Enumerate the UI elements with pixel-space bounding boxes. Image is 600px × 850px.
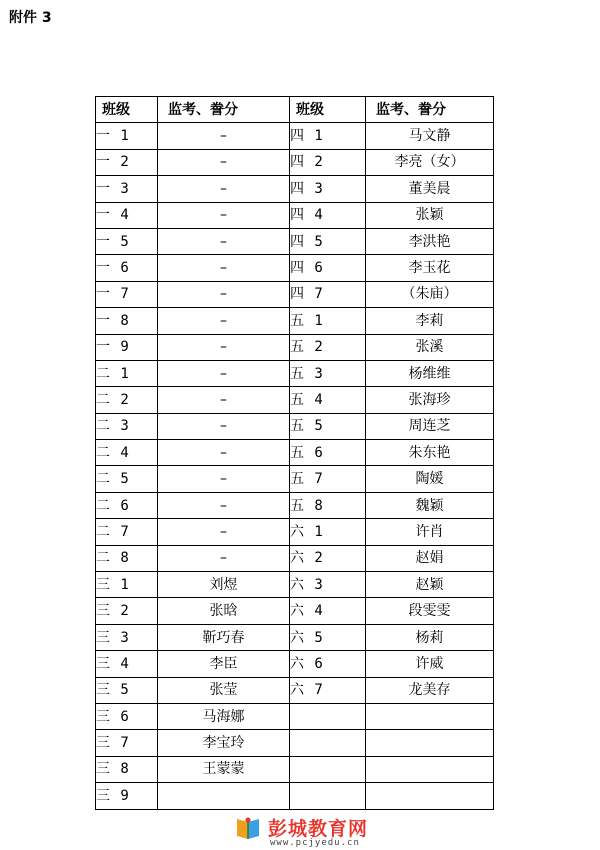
proctor-cell-left: – (158, 176, 290, 202)
proctor-cell-right: （朱庙） (366, 281, 494, 307)
class-cell-right: 五 7 (290, 466, 366, 492)
proctor-cell-left: 李宝玲 (158, 730, 290, 756)
table-row (96, 308, 494, 334)
class-cell-left: 二 7 (96, 519, 158, 545)
class-cell-left: 一 1 (96, 123, 158, 149)
class-cell-right: 四 4 (290, 202, 366, 228)
class-cell-right: 六 6 (290, 651, 366, 677)
proctor-cell-right (366, 783, 494, 809)
class-cell-right: 六 7 (290, 677, 366, 703)
proctor-cell-left: – (158, 281, 290, 307)
class-cell-right: 四 6 (290, 255, 366, 281)
open-book-icon (234, 816, 262, 842)
table-row (96, 519, 494, 545)
class-cell-right: 五 6 (290, 440, 366, 466)
class-cell-left: 三 3 (96, 624, 158, 650)
logo-name: 彭城教育网 (268, 818, 369, 840)
class-cell-left: 三 2 (96, 598, 158, 624)
table-row (96, 624, 494, 650)
proctor-cell-left: – (158, 255, 290, 281)
table-row (96, 281, 494, 307)
proctor-cell-right: 张海珍 (366, 387, 494, 413)
header-proctor-right: 监考、誊分 (366, 97, 494, 123)
proctor-cell-left: – (158, 334, 290, 360)
class-cell-left: 三 9 (96, 783, 158, 809)
table-row (96, 176, 494, 202)
class-cell-left: 二 6 (96, 492, 158, 518)
class-cell-right: 六 5 (290, 624, 366, 650)
proctor-cell-right: 龙美存 (366, 677, 494, 703)
table-row (96, 703, 494, 729)
proctor-cell-left: 张晗 (158, 598, 290, 624)
proctor-cell-left: 王蒙蒙 (158, 756, 290, 782)
proctor-cell-right: 许肖 (366, 519, 494, 545)
invigilation-table (95, 96, 494, 810)
proctor-cell-left: – (158, 413, 290, 439)
proctor-cell-left: – (158, 308, 290, 334)
header-class-left: 班级 (96, 97, 158, 123)
class-cell-left: 一 9 (96, 334, 158, 360)
proctor-cell-right (366, 756, 494, 782)
table-row (96, 466, 494, 492)
class-cell-right (290, 703, 366, 729)
class-cell-left: 二 5 (96, 466, 158, 492)
proctor-cell-left: 马海娜 (158, 703, 290, 729)
table-row (96, 413, 494, 439)
table-row (96, 492, 494, 518)
class-cell-left: 一 2 (96, 149, 158, 175)
class-cell-right: 五 8 (290, 492, 366, 518)
table-row (96, 440, 494, 466)
proctor-cell-right: 周连芝 (366, 413, 494, 439)
table-row (96, 730, 494, 756)
proctor-cell-left: 靳巧春 (158, 624, 290, 650)
class-cell-right: 六 1 (290, 519, 366, 545)
class-cell-right: 四 7 (290, 281, 366, 307)
class-cell-left: 一 5 (96, 228, 158, 254)
proctor-cell-left: 刘煜 (158, 572, 290, 598)
proctor-cell-left: – (158, 545, 290, 571)
proctor-cell-left: – (158, 228, 290, 254)
class-cell-right (290, 756, 366, 782)
class-cell-right: 五 2 (290, 334, 366, 360)
class-cell-right: 六 3 (290, 572, 366, 598)
proctor-cell-left: – (158, 149, 290, 175)
class-cell-right: 六 2 (290, 545, 366, 571)
proctor-cell-left: – (158, 202, 290, 228)
proctor-cell-left: – (158, 440, 290, 466)
class-cell-right: 五 4 (290, 387, 366, 413)
class-cell-right: 四 1 (290, 123, 366, 149)
class-cell-left: 一 7 (96, 281, 158, 307)
proctor-cell-right: 张颖 (366, 202, 494, 228)
proctor-cell-right: 杨维维 (366, 360, 494, 386)
table-row (96, 202, 494, 228)
proctor-cell-left: 张莹 (158, 677, 290, 703)
class-cell-left: 一 3 (96, 176, 158, 202)
class-cell-left: 二 8 (96, 545, 158, 571)
attachment-title: 附件 3 (9, 10, 52, 26)
class-cell-right (290, 730, 366, 756)
table-row (96, 387, 494, 413)
header-proctor-left: 监考、誊分 (158, 97, 290, 123)
table-row (96, 545, 494, 571)
proctor-cell-right: 李亮（女） (366, 149, 494, 175)
table-row (96, 334, 494, 360)
table-row (96, 228, 494, 254)
class-cell-right: 五 5 (290, 413, 366, 439)
class-cell-left: 三 7 (96, 730, 158, 756)
class-cell-left: 三 4 (96, 651, 158, 677)
table-body (96, 123, 494, 809)
proctor-cell-left: – (158, 360, 290, 386)
proctor-cell-right: 赵颖 (366, 572, 494, 598)
proctor-cell-right: 段雯雯 (366, 598, 494, 624)
class-cell-left: 三 1 (96, 572, 158, 598)
proctor-cell-right: 李洪艳 (366, 228, 494, 254)
proctor-cell-right: 董美晨 (366, 176, 494, 202)
table-row (96, 756, 494, 782)
proctor-cell-right: 魏颖 (366, 492, 494, 518)
proctor-cell-left: – (158, 492, 290, 518)
class-cell-right: 四 5 (290, 228, 366, 254)
class-cell-left: 二 1 (96, 360, 158, 386)
table-row (96, 572, 494, 598)
class-cell-left: 三 5 (96, 677, 158, 703)
proctor-cell-left: – (158, 123, 290, 149)
class-cell-right: 四 2 (290, 149, 366, 175)
proctor-cell-left: – (158, 387, 290, 413)
class-cell-left: 二 2 (96, 387, 158, 413)
table-row (96, 783, 494, 809)
proctor-cell-left (158, 783, 290, 809)
proctor-cell-right: 马文静 (366, 123, 494, 149)
class-cell-right: 四 3 (290, 176, 366, 202)
table-header-row (96, 97, 494, 123)
class-cell-left: 一 6 (96, 255, 158, 281)
class-cell-left: 一 4 (96, 202, 158, 228)
class-cell-left: 三 8 (96, 756, 158, 782)
class-cell-right: 五 1 (290, 308, 366, 334)
class-cell-left: 一 8 (96, 308, 158, 334)
proctor-cell-right: 赵娟 (366, 545, 494, 571)
proctor-cell-left: 李臣 (158, 651, 290, 677)
proctor-cell-left: – (158, 519, 290, 545)
proctor-cell-left: – (158, 466, 290, 492)
class-cell-right: 五 3 (290, 360, 366, 386)
site-logo (234, 814, 384, 848)
table-row (96, 149, 494, 175)
proctor-cell-right: 朱东艳 (366, 440, 494, 466)
class-cell-right (290, 783, 366, 809)
table-row (96, 360, 494, 386)
class-cell-left: 二 3 (96, 413, 158, 439)
proctor-cell-right: 李莉 (366, 308, 494, 334)
class-cell-left: 三 6 (96, 703, 158, 729)
header-class-right: 班级 (290, 97, 366, 123)
proctor-cell-right (366, 730, 494, 756)
class-cell-left: 二 4 (96, 440, 158, 466)
proctor-cell-right: 许威 (366, 651, 494, 677)
proctor-cell-right: 杨莉 (366, 624, 494, 650)
proctor-cell-right (366, 703, 494, 729)
table-row (96, 123, 494, 149)
proctor-cell-right: 李玉花 (366, 255, 494, 281)
class-cell-right: 六 4 (290, 598, 366, 624)
table-row (96, 255, 494, 281)
logo-url: www.pcjyedu.cn (270, 838, 360, 848)
table-row (96, 598, 494, 624)
table-row (96, 677, 494, 703)
proctor-cell-right: 陶媛 (366, 466, 494, 492)
table-row (96, 651, 494, 677)
proctor-cell-right: 张溪 (366, 334, 494, 360)
